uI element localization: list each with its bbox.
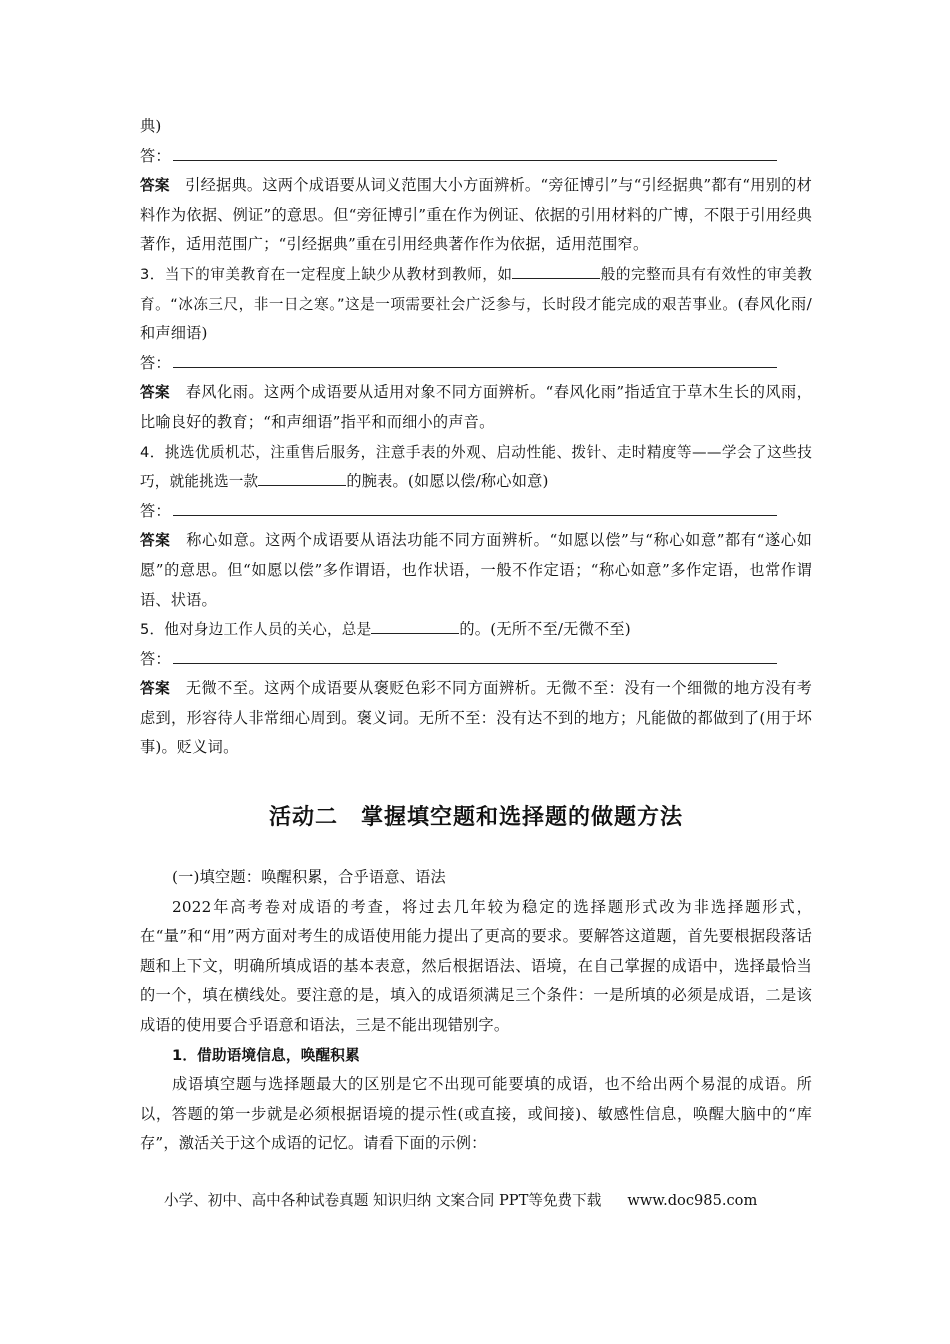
question-4: [140, 438, 812, 497]
body-paragraph: 2022年高考卷对成语的考查，将过去几年较为稳定的选择题形式改为非选择题形式，在“量”和“用”两方面对考生的成语使用能力提出了更高的要求。要解答这道题，首先要根据段落话题和上下文，明确所填成语的基本表意，然后根据语法、语境，在自己掌握的成语中，选择最恰当的一个，填在横线处。要注意的是，填入的成语须满足三个条件：一是所填的必须是成语，二是该成语的使用要合乎语意和语法，三是不能出现错别字。: [140, 897, 812, 1035]
answer-blank-line: [173, 144, 777, 161]
question-3: [140, 260, 812, 349]
fill-blank: [371, 619, 459, 634]
answer-text: 称心如意。这两个成语要从语法功能不同方面辨析。“如愿以偿”与“称心如意”都有“遂心如愿”的意思。但“如愿以偿”多作谓语，也作状语，一般不作定语；“称心如意”多作定语，也常作谓语、状语。: [140, 531, 812, 609]
point-heading: 1．借助语境信息，唤醒积累: [172, 1046, 360, 1064]
question-options: (无所不至/无微不至): [490, 620, 631, 639]
question-text: 3．当下的审美教育在一定程度上缺少从教材到教师，如: [140, 265, 513, 283]
answer-2: [140, 171, 812, 260]
question-fragment: 典): [140, 117, 162, 135]
footer-text: 小学、初中、高中各种试卷真题 知识归纳 文案合同 PPT等免费下载: [164, 1192, 602, 1209]
question-text: 的腕表。: [346, 472, 408, 491]
answer-label: 答案: [140, 532, 171, 550]
answer-prefix: 答：: [140, 501, 171, 520]
answer-blank-line: [173, 647, 777, 664]
body-paragraph: 成语填空题与选择题最大的区别是它不出现可能要填的成语，也不给出两个易混的成语。所以，答题的第一步就是必须根据语境的提示性(或直接，或间接)、敏感性信息，唤醒大脑中的“库存”，激活关于这个成语的记忆。请看下面的示例：: [140, 1075, 812, 1153]
answer-prefix: 答：: [140, 146, 171, 165]
question-options: (如愿以偿/称心如意): [407, 472, 549, 491]
section-heading: 活动二 掌握填空题和选择题的做题方法: [268, 805, 683, 831]
answer-line-4: [140, 497, 812, 527]
answer-text: 引经据典。这两个成语要从词义范围大小方面辨析。“旁征博引”与“引经据典”都有“用别的材料作为依据、例证”的意思。但“旁征博引”重在作为例证、依据的引用材料的广博，不限于引用经典著作，适用范围广；“引经据典”重在引用经典著作作为依据，适用范围窄。: [140, 176, 813, 254]
answer-line-3: [140, 349, 812, 379]
question-text: 般的完整而具有有效性的审美教育。“冰冻三尺，非一日之寒。”这是一项需要社会广泛参与，长时段才能完成的艰苦事业。: [140, 265, 812, 313]
fill-blank: [512, 264, 600, 279]
answer-4: [140, 526, 812, 615]
document-page: [140, 112, 812, 1159]
question-text: 5．他对身边工作人员的关心，总是: [140, 621, 372, 639]
question-options: (春风化雨/和声细语): [140, 294, 812, 343]
fill-blank: [258, 471, 346, 486]
answer-5: [140, 674, 812, 763]
question-5: [140, 615, 812, 645]
footer-url[interactable]: www.doc985.com: [627, 1192, 758, 1209]
answer-3: [140, 378, 812, 437]
answer-text: 无微不至。这两个成语要从褒贬色彩不同方面辨析。无微不至：没有一个细微的地方没有考虑到，形容待人非常细心周到。褒义词。无所不至：没有达不到的地方；凡能做的都做到了(用于坏事)。贬义词。: [140, 679, 813, 757]
answer-label: 答案: [140, 384, 171, 402]
question-text: 的。: [459, 620, 491, 639]
answer-prefix: 答：: [140, 649, 171, 668]
page-footer: [164, 1190, 757, 1212]
answer-line-2: [140, 142, 812, 172]
answer-blank-line: [173, 499, 777, 516]
answer-prefix: 答：: [140, 353, 171, 372]
subsection-title: (一)填空题：唤醒积累，合乎语意、语法: [172, 868, 446, 887]
answer-label: 答案: [140, 177, 170, 195]
question-text: 4．挑选优质机芯，注重售后服务，注意手表的外观、启动性能、拨针、走时精度等——学会了这些技巧，就能挑选一款: [140, 443, 812, 491]
answer-label: 答案: [140, 680, 171, 698]
answer-blank-line: [173, 351, 777, 368]
answer-line-5: [140, 645, 812, 675]
answer-text: 春风化雨。这两个成语要从适用对象不同方面辨析。“春风化雨”指适宜于草木生长的风雨，比喻良好的教育；“和声细语”指平和而细小的声音。: [140, 383, 813, 431]
